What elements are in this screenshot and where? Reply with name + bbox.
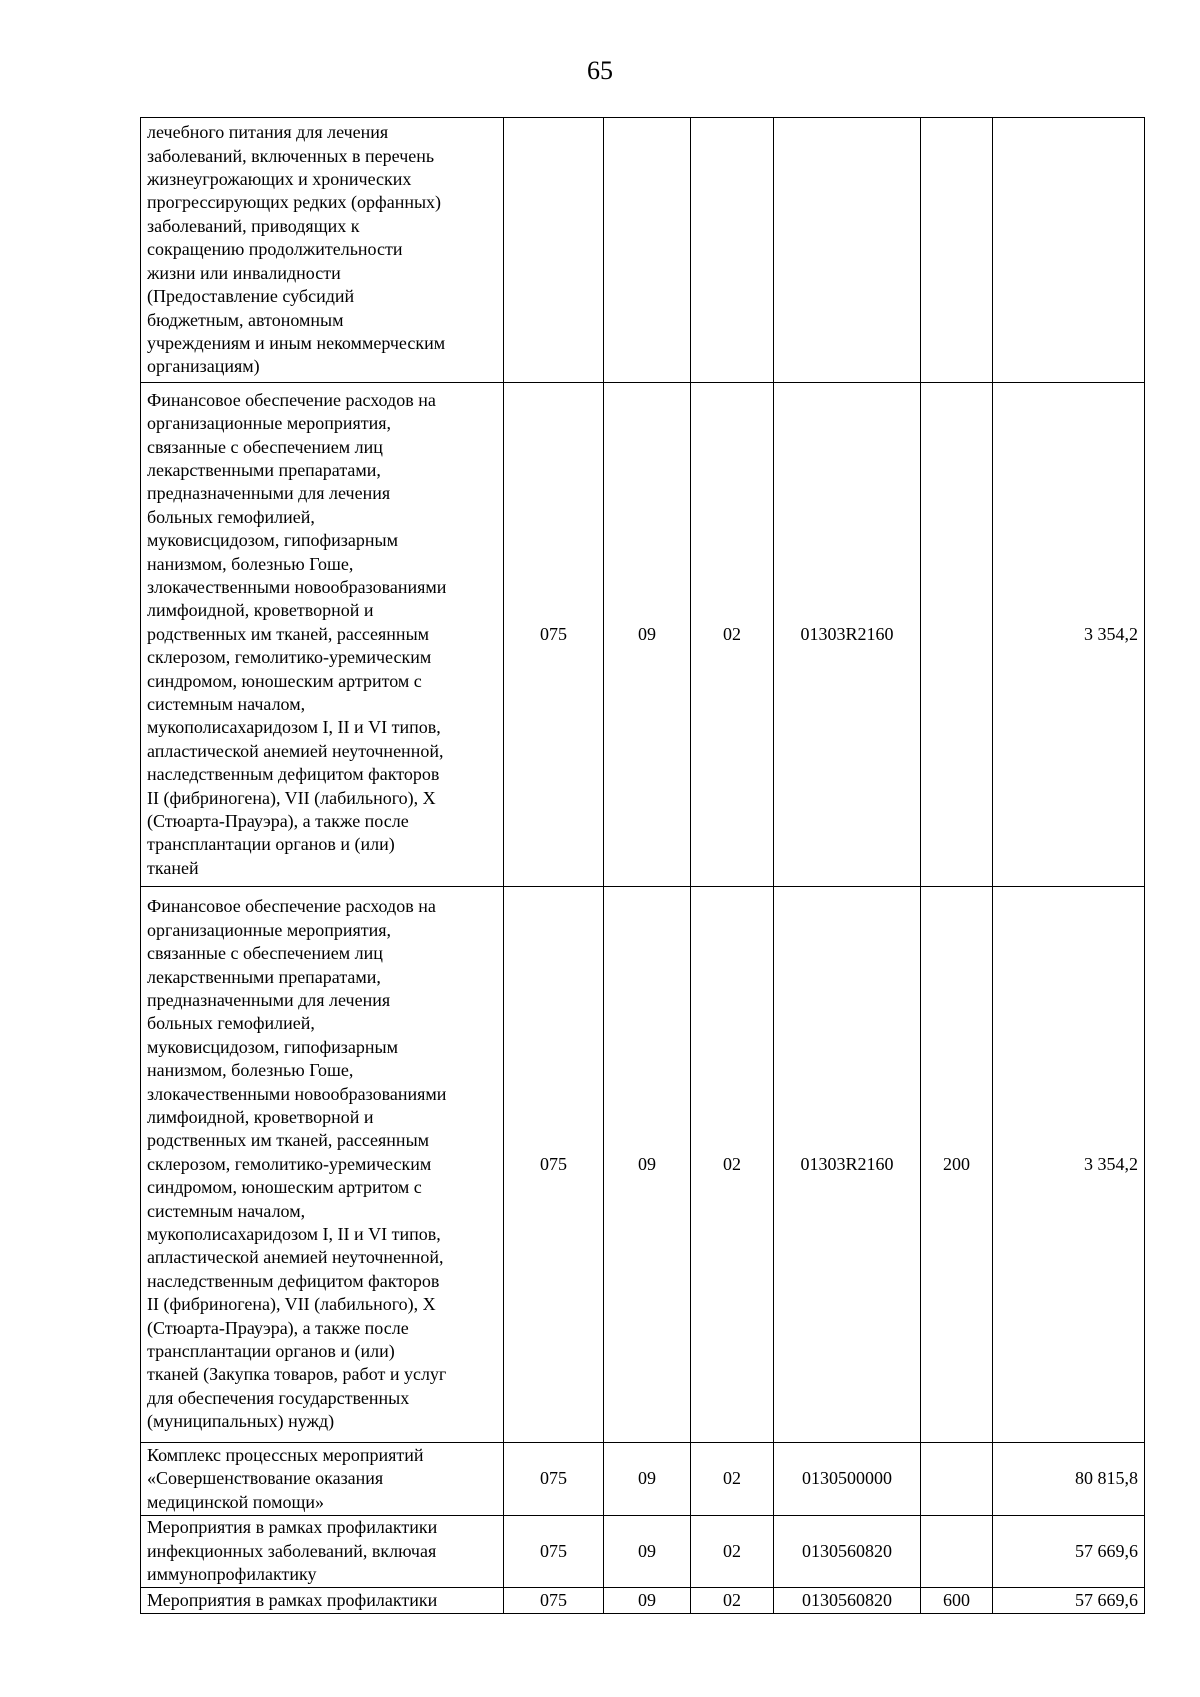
row-name: Мероприятия в рамках профилактики инфекционных заболеваний, включая иммунопрофилактику [141, 1516, 504, 1588]
csr-cell: 0130500000 [774, 1443, 921, 1516]
table-row [141, 118, 1145, 383]
pr-cell: 02 [691, 1443, 774, 1516]
ved-cell: 075 [504, 1516, 604, 1588]
rz-cell: 09 [604, 383, 691, 887]
rz-cell: 09 [604, 1516, 691, 1588]
vr-cell [921, 118, 993, 383]
sum-cell: 57 669,6 [993, 1516, 1145, 1588]
table-row [141, 1443, 1145, 1516]
table-row [141, 1588, 1145, 1614]
table-row [141, 887, 1145, 1443]
pr-cell: 02 [691, 887, 774, 1443]
row-name: Финансовое обеспечение расходов на организационные мероприятия, связанные с обеспечением лиц лекарственными препаратами, предназначенными для лечения больных гемофилией, муковисцидозом, гипофизарным нанизмом, болезнью Гоше, злокачественными новообразованиями лимфоидной, кроветворной и родственных им тканей, рассеянным склерозом, гемолитико-уремическим синдромом, юношеским артритом с системным началом, мукополисахаридозом I, II и VI типов, апластической анемией неуточненной, наследственным дефицитом факторов II (фибриногена), VII (лабильного), X (Стюарта-Прауэра), а также после трансплантации органов и (или) тканей [141, 383, 504, 887]
ved-cell [504, 118, 604, 383]
table-row [141, 1516, 1145, 1588]
page-number: 65 [587, 56, 613, 85]
csr-cell: 01303R2160 [774, 887, 921, 1443]
csr-cell: 0130560820 [774, 1588, 921, 1614]
vr-cell [921, 1516, 993, 1588]
csr-cell: 01303R2160 [774, 383, 921, 887]
sum-cell: 3 354,2 [993, 383, 1145, 887]
rz-cell: 09 [604, 1588, 691, 1614]
vr-cell [921, 383, 993, 887]
sum-cell: 57 669,6 [993, 1588, 1145, 1614]
sum-cell: 3 354,2 [993, 887, 1145, 1443]
pr-cell: 02 [691, 1588, 774, 1614]
csr-cell [774, 118, 921, 383]
csr-cell: 0130560820 [774, 1516, 921, 1588]
row-name: лечебного питания для лечения заболеваний, включенных в перечень жизнеугрожающих и хронических прогрессирующих редких (орфанных) заболеваний, приводящих к сокращению продолжительности жизни или инвалидности (Предоставление субсидий бюджетным, автономным учреждениям и иным некоммерческим организациям) [141, 118, 504, 383]
row-name: Мероприятия в рамках профилактики [141, 1588, 504, 1614]
pr-cell: 02 [691, 383, 774, 887]
vr-cell [921, 1443, 993, 1516]
table-row [141, 383, 1145, 887]
pr-cell: 02 [691, 1516, 774, 1588]
sum-cell: 80 815,8 [993, 1443, 1145, 1516]
vr-cell: 600 [921, 1588, 993, 1614]
rz-cell: 09 [604, 1443, 691, 1516]
ved-cell: 075 [504, 1588, 604, 1614]
vr-cell: 200 [921, 887, 993, 1443]
rz-cell [604, 118, 691, 383]
sum-cell [993, 118, 1145, 383]
row-name: Финансовое обеспечение расходов на организационные мероприятия, связанные с обеспечением лиц лекарственными препаратами, предназначенными для лечения больных гемофилией, муковисцидозом, гипофизарным нанизмом, болезнью Гоше, злокачественными новообразованиями лимфоидной, кроветворной и родственных им тканей, рассеянным склерозом, гемолитико-уремическим синдромом, юношеским артритом с системным началом, мукополисахаридозом I, II и VI типов, апластической анемией неуточненной, наследственным дефицитом факторов II (фибриногена), VII (лабильного), X (Стюарта-Прауэра), а также после трансплантации органов и (или) тканей (Закупка товаров, работ и услуг для обеспечения государственных (муниципальных) нужд) [141, 887, 504, 1443]
ved-cell: 075 [504, 383, 604, 887]
budget-table [140, 117, 1145, 1614]
ved-cell: 075 [504, 1443, 604, 1516]
row-name: Комплекс процессных мероприятий «Совершенствование оказания медицинской помощи» [141, 1443, 504, 1516]
rz-cell: 09 [604, 887, 691, 1443]
pr-cell [691, 118, 774, 383]
ved-cell: 075 [504, 887, 604, 1443]
